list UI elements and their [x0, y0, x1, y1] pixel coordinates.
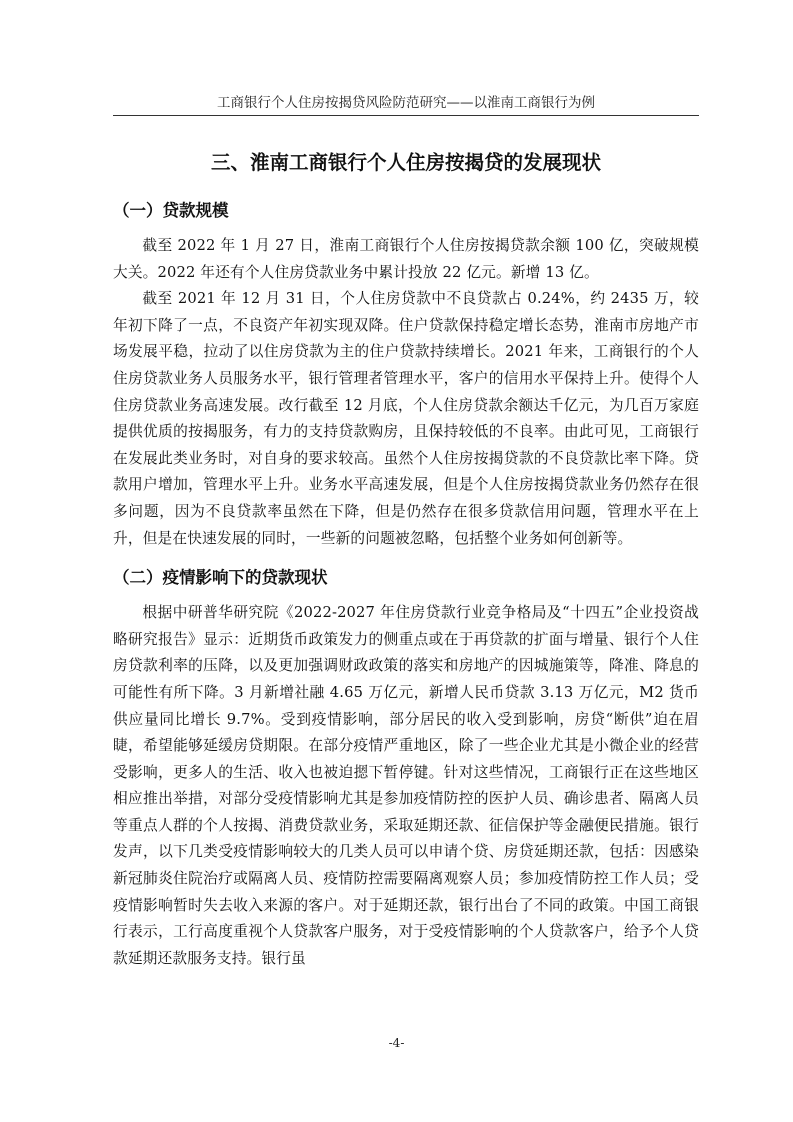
paragraph-loan-balance: 截至 2022 年 1 月 27 日，淮南工商银行个人住房按揭贷款余额 100 亿，突破规模大关。2022 年还有个人住房贷款业务中累计投放 22 亿元。新增 13 亿。	[113, 237, 699, 281]
page-body	[113, 148, 699, 972]
section-title-loan-scale: （一）贷款规模	[113, 201, 229, 220]
running-header: 工商银行个人住房按揭贷风险防范研究——以淮南工商银行为例	[217, 95, 595, 111]
paragraph-pandemic-loans: 根据中研普华研究院《2022-2027 年住房贷款行业竞争格局及“十四五”企业投资战略研究报告》显示：近期货币政策发力的侧重点或在于再贷款的扩面与增量、银行个人住房贷款利率的压降，以及更加强调财政政策的落实和房地产的因城施策等，降准、降息的可能性有所下降。3 月新增社融 4.65 万亿元，新增人民币贷款 3.13 万亿元，M2 货币供应量同比增长 9.7%。受到疫情影响，部分居民的收入受到影响，房贷“断供”迫在眉睫，希望能够延缓房贷期限。在部分疫情严重地区，除了一些企业尤其是小微企业的经营受影响，更多人的生活、收入也被迫摁下暂停键。针对这些情况，工商银行正在这些地区相应推出举措，对部分受疫情影响尤其是参加疫情防控的医护人员、确诊患者、隔离人员等重点人群的个人按揭、消费贷款业务，采取延期还款、征信保护等金融便民措施。银行发声，以下几类受疫情影响较大的几类人员可以申请个贷、房贷延期还款，包括：因感染新冠肺炎住院治疗或隔离人员、疫情防控需要隔离观察人员；参加疫情防控工作人员；受疫情影响暂时失去收入来源的客户。对于延期还款，银行出台了不同的政策。中国工商银行表示，工行高度重视个人贷款客户服务，对于受疫情影响的个人贷款客户，给予个人贷款延期还款服务支持。银行虽	[113, 604, 699, 967]
header-divider	[113, 115, 699, 116]
section-title-pandemic-impact: （二）疫情影响下的贷款现状	[113, 568, 328, 588]
chapter-title: 三、淮南工商银行个人住房按揭贷的发展现状	[210, 151, 601, 174]
page-number: -4-	[388, 1036, 405, 1050]
paragraph-nonperforming-loans: 截至 2021 年 12 月 31 日，个人住房贷款中不良贷款占 0.24%，约 2435 万，较年初下降了一点，不良资产年初实现双降。住户贷款保持稳定增长态势，淮南市房地产市场发展平稳，拉动了以住房贷款为主的住户贷款持续增长。2021 年来，工商银行的个人住房贷款业务人员服务水平，银行管理者管理水平，客户的信用水平保持上升。使得个人住房贷款业务高速发展。改行截至 12 月底，个人住房贷款余额达千亿元，为几百万家庭提供优质的按揭服务，有力的支持贷款购房，且保持较低的不良率。由此可见，工商银行在发展此类业务时，对自身的要求较高。虽然个人住房按揭贷款的不良贷款比率下降。贷款用户增加，管理水平上升。业务水平高速发展，但是个人住房按揭贷款业务仍然存在很多问题，因为不良贷款率虽然在下降，但是仍然存在很多贷款信用问题，管理水平在上升，但是在快速发展的同时，一些新的问题被忽略，包括整个业务如何创新等。	[113, 290, 699, 547]
